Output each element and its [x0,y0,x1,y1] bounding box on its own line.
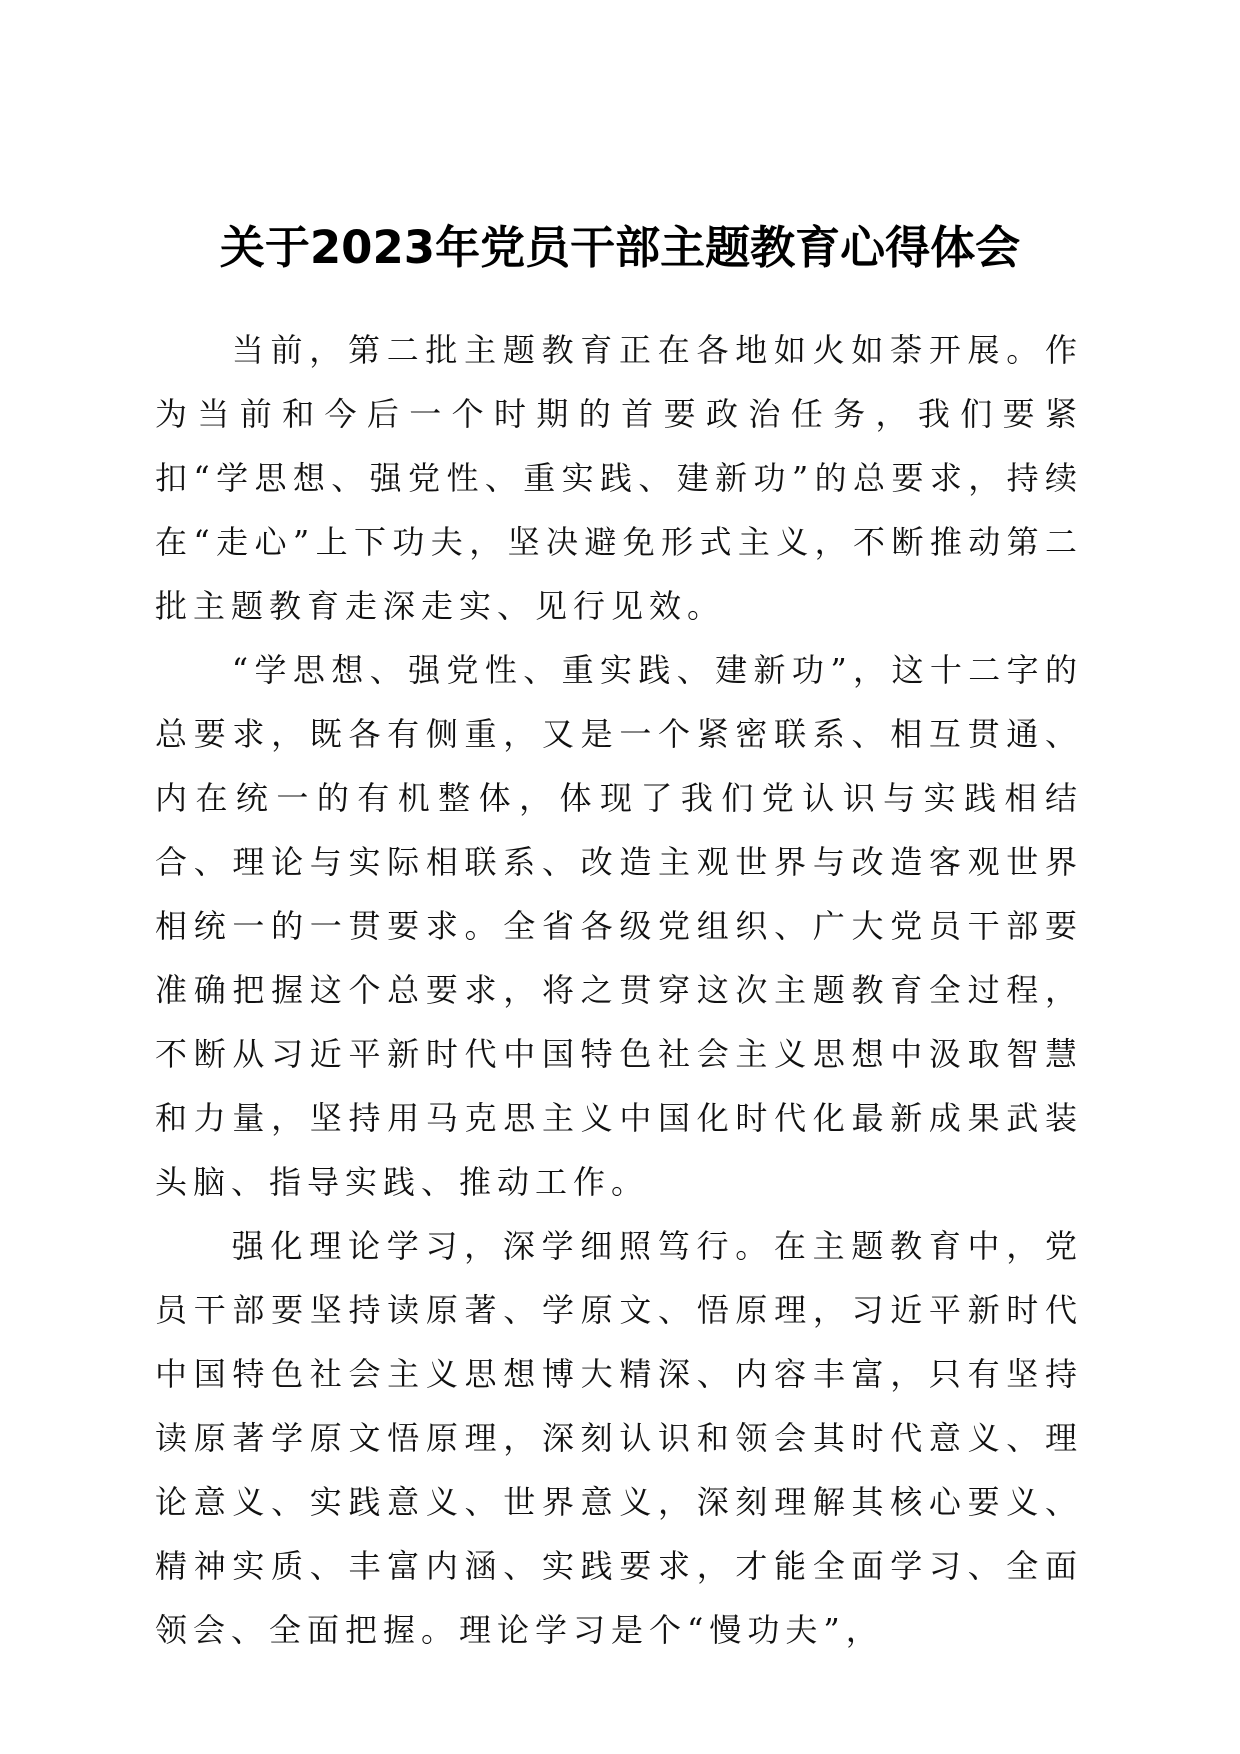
paragraph: 当前，第二批主题教育正在各地如火如荼开展。作为当前和今后一个时期的首要政治任务，我们要紧扣“学思想、强党性、重实践、建新功”的总要求，持续在“走心”上下功夫，坚决避免形式主义，不断推动第二批主题教育走深走实、见行见效。 [155,331,1083,625]
document-title: 关于2023年党员干部主题教育心得体会 [219,221,1021,274]
document-body [155,318,1083,1662]
paragraph: “学思想、强党性、重实践、建新功”，这十二字的总要求，既各有侧重，又是一个紧密联系、相互贯通、内在统一的有机整体，体现了我们党认识与实践相结合、理论与实际相联系、改造主观世界与改造客观世界相统一的一贯要求。全省各级党组织、广大党员干部要准确把握这个总要求，将之贯穿这次主题教育全过程，不断从习近平新时代中国特色社会主义思想中汲取智慧和力量，坚持用马克思主义中国化时代化最新成果武装头脑、指导实践、推动工作。 [155,651,1083,1201]
paragraph: 强化理论学习，深学细照笃行。在主题教育中，党员干部要坚持读原著、学原文、悟原理，习近平新时代中国特色社会主义思想博大精深、内容丰富，只有坚持读原著学原文悟原理，深刻认识和领会其时代意义、理论意义、实践意义、世界意义，深刻理解其核心要义、精神实质、丰富内涵、实践要求，才能全面学习、全面领会、全面把握。理论学习是个“慢功夫”， [155,1227,1083,1649]
